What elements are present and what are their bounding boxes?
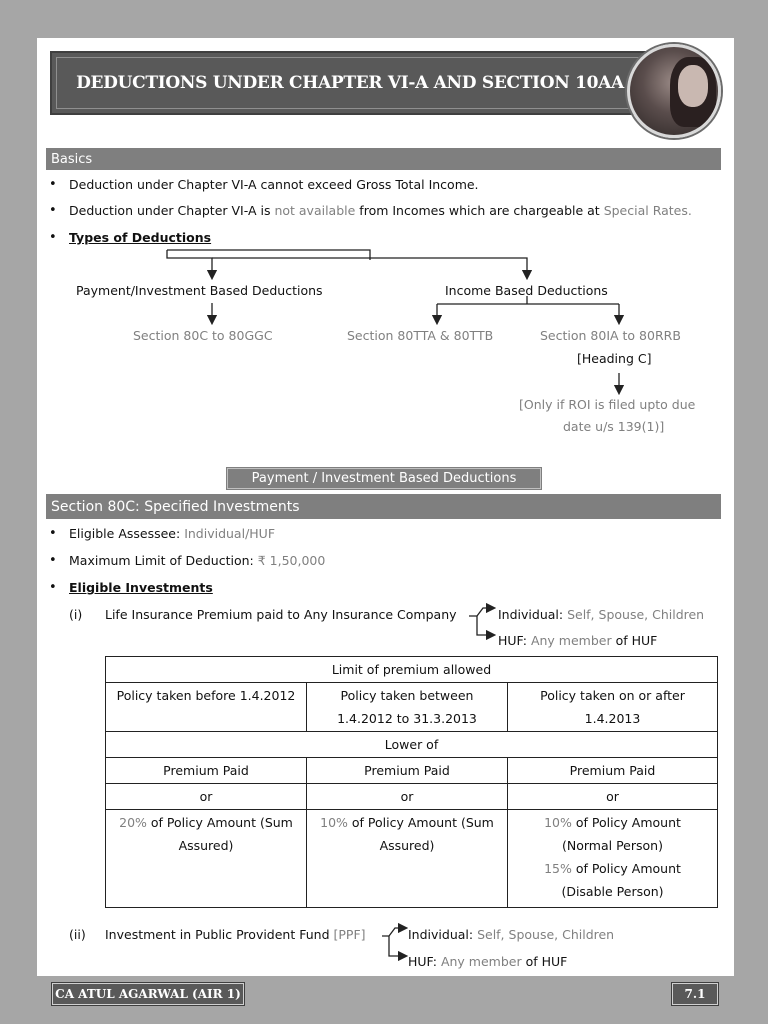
- tree-roi-note-line1: [Only if ROI is filed upto due: [519, 397, 696, 412]
- payment-investment-bar: [227, 468, 541, 489]
- tree-section-80c-80ggc: Section 80C to 80GGC: [133, 328, 273, 343]
- table-premium-paid: Premium Paid: [307, 758, 508, 784]
- tree-heading-c: [Heading C]: [577, 351, 652, 366]
- types-of-deductions-heading: Types of Deductions: [69, 230, 212, 245]
- table-or: or: [307, 784, 508, 810]
- item-2-text: Investment in Public Provident Fund [PPF]: [105, 927, 366, 942]
- item-1-number: (i): [69, 607, 83, 622]
- tree-roi-note-line2: date u/s 139(1)]: [563, 419, 665, 434]
- bullet-icon: •: [49, 203, 57, 218]
- item-1-text: Life Insurance Premium paid to Any Insurance Company: [105, 607, 457, 622]
- table-col3-head: Policy taken on or after 1.4.2013: [508, 683, 718, 732]
- section-80c-heading-bar: [46, 494, 721, 519]
- page-title: DEDUCTIONS UNDER CHAPTER VI-A AND SECTION 10AA: [76, 73, 624, 93]
- basics-point-1: Deduction under Chapter VI-A cannot exceed Gross Total Income.: [69, 177, 479, 192]
- bullet-icon: •: [49, 580, 57, 595]
- item-2-huf: HUF: Any member of HUF: [408, 954, 568, 969]
- maximum-limit: Maximum Limit of Deduction: ₹ 1,50,000: [69, 553, 326, 568]
- item-1-individual: Individual: Self, Spouse, Children: [498, 607, 705, 622]
- bullet-icon: •: [49, 177, 57, 192]
- tree-section-80ia-80rrb: Section 80IA to 80RRB: [540, 328, 681, 343]
- tree-payment-based: Payment/Investment Based Deductions: [76, 283, 323, 298]
- table-title: Limit of premium allowed: [106, 657, 718, 683]
- item-2-individual: Individual: Self, Spouse, Children: [408, 927, 615, 942]
- bullet-icon: •: [49, 553, 57, 568]
- table-col1-head: Policy taken before 1.4.2012: [106, 683, 307, 732]
- table-or: or: [106, 784, 307, 810]
- table-lower-of: Lower of: [106, 732, 718, 758]
- footer-page-number: 7.1: [672, 983, 718, 1005]
- table-c3-policy-amount: 10% of Policy Amount (Normal Person) 15% of Policy Amount (Disable Person): [508, 810, 718, 908]
- table-or: or: [508, 784, 718, 810]
- payment-investment-heading: Payment / Investment Based Deductions: [251, 471, 517, 486]
- basics-heading: Basics: [51, 151, 93, 167]
- table-c2-policy-amount: 10% of Policy Amount (Sum Assured): [307, 810, 508, 908]
- section-80c-heading: Section 80C: Specified Investments: [51, 498, 300, 515]
- eligible-assessee: Eligible Assessee: Individual/HUF: [69, 526, 276, 541]
- eligible-investments-heading: Eligible Investments: [69, 580, 213, 595]
- premium-limit-table: [105, 656, 718, 908]
- bullet-icon: •: [49, 526, 57, 541]
- table-premium-paid: Premium Paid: [106, 758, 307, 784]
- table-c1-policy-amount: 20% of Policy Amount (Sum Assured): [106, 810, 307, 908]
- bullet-icon: •: [49, 230, 57, 245]
- basics-point-2: Deduction under Chapter VI-A is not available from Incomes which are chargeable at Special Rates.: [69, 203, 692, 218]
- table-col2-head: Policy taken between 1.4.2012 to 31.3.2013: [307, 683, 508, 732]
- document-page: [37, 38, 734, 976]
- table-premium-paid: Premium Paid: [508, 758, 718, 784]
- tree-section-80tta-80ttb: Section 80TTA & 80TTB: [347, 328, 494, 343]
- item-2-number: (ii): [69, 927, 86, 942]
- footer-author: CA ATUL AGARWAL (AIR 1): [52, 983, 244, 1005]
- tree-income-based: Income Based Deductions: [445, 283, 608, 298]
- item-1-huf: HUF: Any member of HUF: [498, 633, 658, 648]
